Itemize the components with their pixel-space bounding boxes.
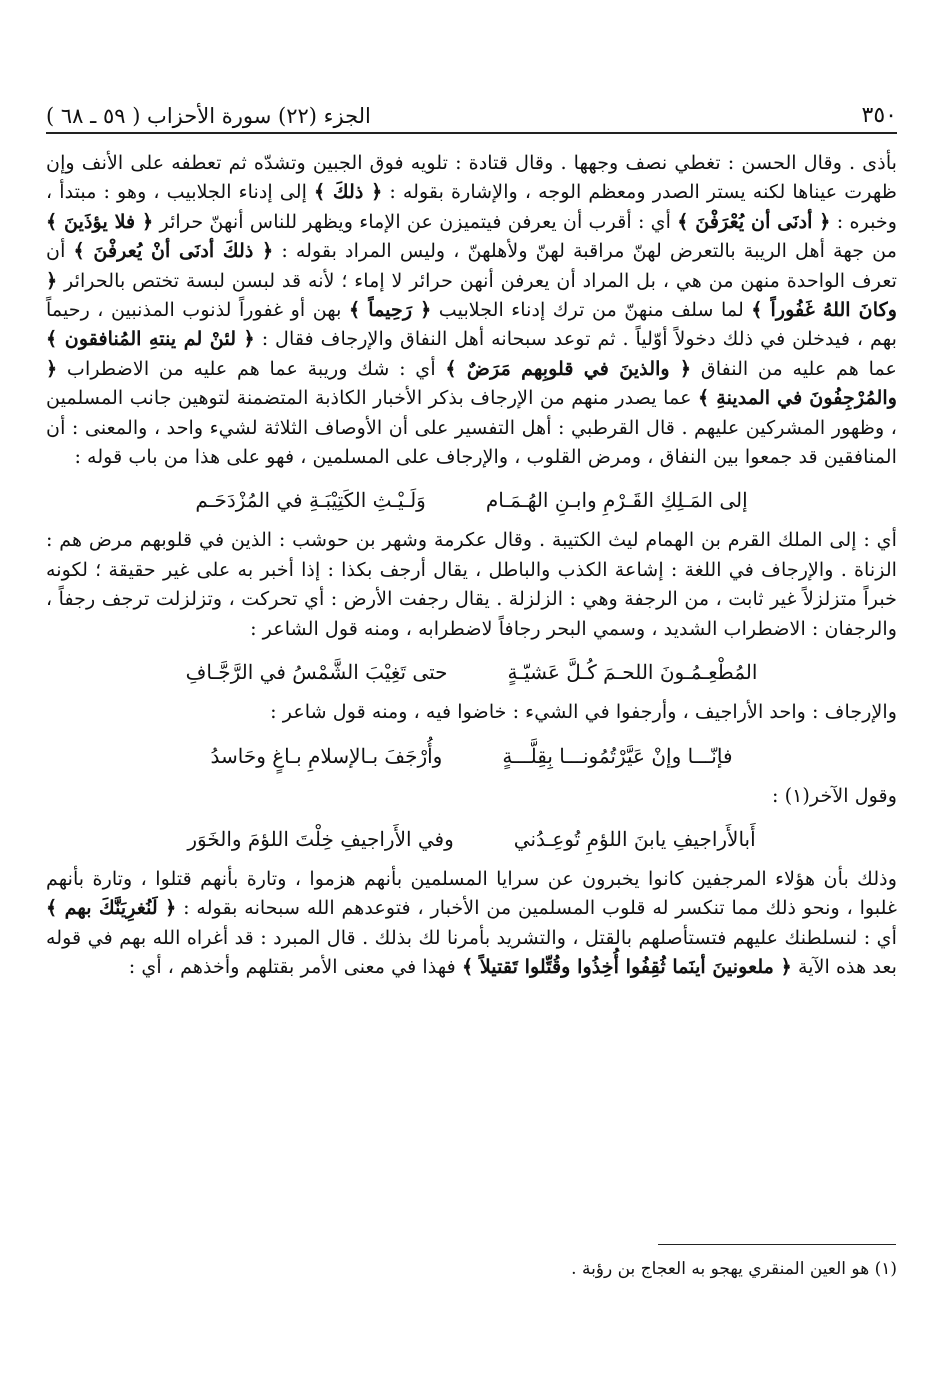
text-run: بهن أو غفوراً لذنوب المذنبين ، رحيماً بهم ، فيدخلن في ذلك دخولاً أوّلياً . ثم توعد سبحانه أهل النفاق والإرجاف فقال : [46, 298, 897, 351]
verse-first-hemistich: فإنّـــا وإنْ عَيَّرْتُمُونـــا بِقِلَّـــةٍ [502, 743, 733, 768]
quran-quote: ﴿ ملعونينَ أينَما ثُقِفُوا أُخِذُوا وقُتِّلوا تَقتيلاً ﴾ [461, 955, 792, 979]
quran-quote: ﴿ والمُرْجِفُونَ في المدينةِ ﴾ [46, 356, 897, 410]
paragraph-1 [46, 148, 897, 471]
page-number: ٣٥٠ [861, 103, 897, 128]
quran-quote: ﴿ لئنْ لم ينتهِ المُنافقون ﴾ [46, 327, 255, 351]
quran-quote: ﴿ أدنَى أن يُعْرَفْنَ ﴾ [677, 209, 831, 233]
page-header [46, 92, 897, 134]
verse-second-hemistich: حتى تَغِيْبَ الشَّمْسُ في الرَّجَّـافِ [185, 660, 448, 685]
text-run: من جهة أهل الريبة بالتعرض لهنّ مراقبة لهنّ ولأهلهنّ ، وليس المراد بقوله : [273, 239, 897, 263]
footnote-divider [658, 1244, 896, 1245]
quran-quote: ﴿ لَنُغرِيَنَّكَ بهم ﴾ [46, 896, 177, 920]
text-run: أي : شك وريبة عما هم عليه من الاضطراب [57, 356, 446, 380]
poetry-verse-4 [46, 824, 897, 854]
text-run: عما هم عليه من النفاق [691, 356, 897, 380]
quran-quote: ﴿ فلا يؤذَينَ ﴾ [46, 209, 154, 233]
quran-quote: ﴿ والذينَ في قلوبِهم مَرَضٌ ﴾ [445, 356, 692, 380]
verse-second-hemistich: وأُرْجَفَ بـالإسلامِ بـاغٍ وحَاسدُ [210, 743, 443, 768]
verse-first-hemistich: أَبالأَراجيفِ يابنَ اللؤمِ تُوعِـدُني [513, 826, 756, 851]
text-run: لما سلف منهنّ من ترك إدناء الجلابيب [431, 298, 752, 322]
text-run: أي : أقرب أن يعرفن فيتميزن عن الإماء ويظهر للناس أنهنّ حرائر [153, 209, 678, 233]
poetry-verse-3 [46, 741, 897, 771]
text-run: أي : لنسلطنك عليهم فتستأصلهم بالقتل ، والتشريد بأمرنا لك بذلك . قال المبرد : قد أغراه الله بهم في قوله بعد هذه الآية [46, 925, 897, 979]
paragraph-2: أي : إلى الملك القرم بن الهمام ليث الكتيبة . وقال عكرمة وشهر بن حوشب : الذين في قلوبهم مرض هم : الزناة . والإرجاف في اللغة : إشاعة الكذب والباطل ، يقال أرجف بكذا : إذا أخبر به على غير حقيقة ؛ لكونه خبراً متزلزلاً غير ثابت ، من الرجفة وهي : الزلزلة . يقال رجفت الأرض : أي تحركت ، وتزلزلت ترجف رجفاً ، والرجفان : الاضطراب الشديد ، وسمي البحر رجافاً لاضطرابه ، ومنه قول الشاعر : [46, 528, 897, 640]
text-run: إلى إدناء الجلابيب ، وهو : مبتدأ ، وخبره : [46, 180, 898, 233]
quran-quote: ﴿ ذلكَ أدنَى أنْ يُعرفْنَ ﴾ [73, 239, 274, 263]
text-run: عما يصدر منهم من الإرجاف بذكر الأخبار الكاذبة المتضمنة لتوهين جانب المسلمين ، وظهور المشركين عليهم . قال القرطبي : أهل التفسير على أن الأوصاف الثلاثة لشيء واحد ، والمعنى : أن المنافقين قد جمعوا بين النفاق ، ومرض القلوب ، والإرجاف على المسلمين ، فهو على هذا من باب قوله : [46, 386, 897, 469]
paragraph-5 [46, 864, 897, 982]
page-body [46, 148, 897, 982]
text-run: أن تعرف الواحدة منهن من هي ، بل المراد أن يعرفن أنهن حرائر لا إماء ؛ لأنه قد لبسن لبسة تختص بالحرائر [46, 239, 897, 292]
paragraph-3: والإرجاف : واحد الأراجيف ، وأرجفوا في الشيء : خاضوا فيه ، ومنه قول شاعر : [270, 700, 897, 724]
quran-quote: ﴿ رَحِيماً ﴾ [348, 298, 432, 322]
verse-first-hemistich: المُطْعِـمُـونَ اللحـمَ كُـلَّ عَشيّـةٍ [507, 660, 758, 685]
verse-first-hemistich: إلى المَـلِكِ القَـرْمِ وابـنِ الهُـمَـام [485, 488, 748, 513]
verse-second-hemistich: وفي الأَراجيفِ خِلْتَ اللؤمَ والخَوَر [187, 826, 454, 851]
quran-quote: ﴿ وكانَ اللهُ غَفُوراً ﴾ [46, 268, 898, 322]
running-title: الجزء (٢٢) سورة الأحزاب ( ٥٩ ـ ٦٨ ) [46, 104, 371, 128]
text-run: بأذى . وقال الحسن : تغطي نصف وجهها . وقال قتادة : تلويه فوق الجبين وتشدّه ثم تعطفه على الأنف وإن ظهرت عيناها لكنه يستر الصدر ومعظم الوجه ، والإشارة بقوله : [46, 151, 898, 204]
poetry-verse-1 [46, 485, 897, 515]
footnote: (١) هو العين المنقري يهجو به العجاج بن رؤبة . [571, 1259, 897, 1279]
quran-quote: ﴿ ذلكَ ﴾ [314, 180, 383, 204]
text-run: وذلك بأن هؤلاء المرجفين كانوا يخبرون عن سرايا المسلمين بأنهم هزموا ، وتارة بأنهم قتلوا ، وتارة بأنهم غلبوا ، ونحو ذلك مما تنكسر له قلوب المسلمين من الأخبار ، فتوعدهم الله سبحانه بقوله : [46, 866, 897, 920]
paragraph-4: وقول الآخر(١) : [772, 783, 897, 807]
text-run: فهذا في معنى الأمر بقتلهم وأخذهم ، أي : [128, 955, 462, 979]
poetry-verse-2 [46, 657, 897, 687]
verse-second-hemistich: وَلَـيْـثِ الكَتِيْبَـةِ في المُزْدَحَـم [195, 488, 426, 513]
